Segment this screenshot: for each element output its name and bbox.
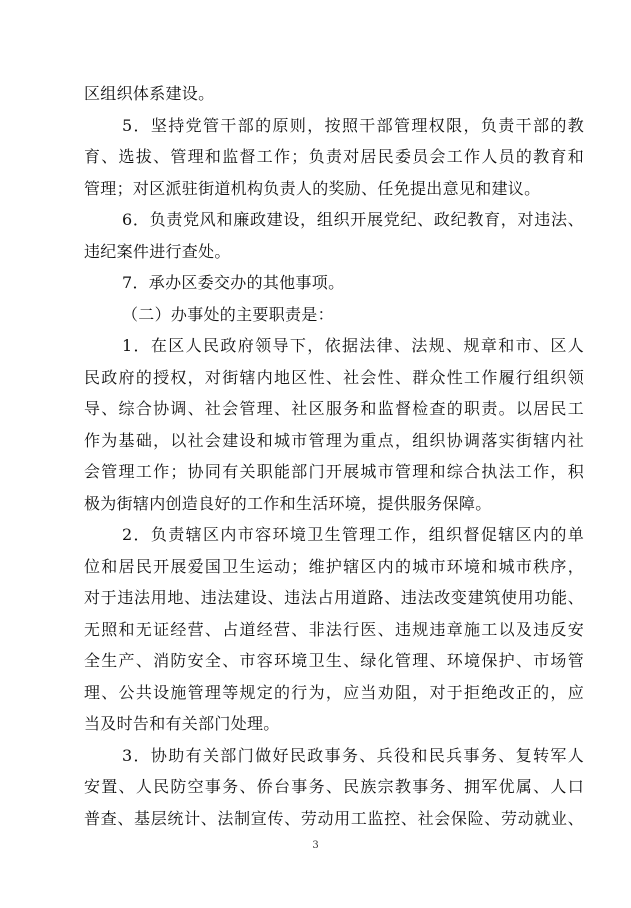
page-number: 3 <box>312 840 319 851</box>
text-line: 位和居民开展爱国卫生运动；维护辖区内的城市环境和城市秩序， <box>84 556 584 576</box>
text-line: 1．在区人民政府领导下，依据法律、法规、规章和市、区人 <box>122 336 584 355</box>
text-line: 导、综合协调、社会管理、社区服务和监督检查的职责。以居民工 <box>84 399 584 418</box>
text-line: 民政府的授权，对街辖内地区性、社会性、群众性工作履行组织领 <box>84 367 584 387</box>
text-line: 5．坚持党管干部的原则，按照干部管理权限，负责干部的教 <box>122 115 584 135</box>
text-line: 3．协助有关部门做好民政事务、兵役和民兵事务、复转军人 <box>122 745 584 765</box>
text-line: 区组织体系建设。 <box>84 84 215 103</box>
text-line: 极为街辖内创造良好的工作和生活环境，提供服务保障。 <box>84 493 492 513</box>
body-text <box>84 78 584 834</box>
text-line: 2．负责辖区内市容环境卫生管理工作，组织督促辖区内的单 <box>122 525 584 544</box>
text-line: 会管理工作；协同有关职能部门开展城市管理和综合执法工作，积 <box>84 462 584 481</box>
text-line: 管理；对区派驻街道机构负责人的奖励、任免提出意见和建议。 <box>84 178 541 198</box>
text-line: 全生产、消防安全、市容环境卫生、绿化管理、环境保护、市场管 <box>84 651 584 670</box>
text-line: 当及时告和有关部门处理。 <box>84 714 280 733</box>
text-line: 作为基础，以社会建设和城市管理为重点，组织协调落实街辖内社 <box>84 430 584 450</box>
text-line: 7．承办区委交办的其他事项。 <box>122 273 345 292</box>
text-line: 育、选拔、管理和监督工作；负责对居民委员会工作人员的教育和 <box>84 147 584 166</box>
text-line: 无照和无证经营、占道经营、非法行医、违规违章施工以及违反安 <box>84 619 584 639</box>
text-line: 理、公共设施管理等规定的行为，应当劝阻，对于拒绝改正的，应 <box>84 682 584 702</box>
text-line: 对于违法用地、违法建设、违法占用道路、违法改变建筑使用功能、 <box>84 588 584 607</box>
text-line: 违纪案件进行查处。 <box>84 241 231 261</box>
text-line: 安置、人民防空事务、侨台事务、民族宗教事务、拥军优属、人口 <box>84 777 584 796</box>
text-line: 6．负责党风和廉政建设，组织开展党纪、政纪教育，对违法、 <box>122 210 584 229</box>
text-line: 普查、基层统计、法制宣传、劳动用工监控、社会保险、劳动就业、 <box>84 808 584 828</box>
text-line: （二）办事处的主要职责是： <box>122 304 334 324</box>
